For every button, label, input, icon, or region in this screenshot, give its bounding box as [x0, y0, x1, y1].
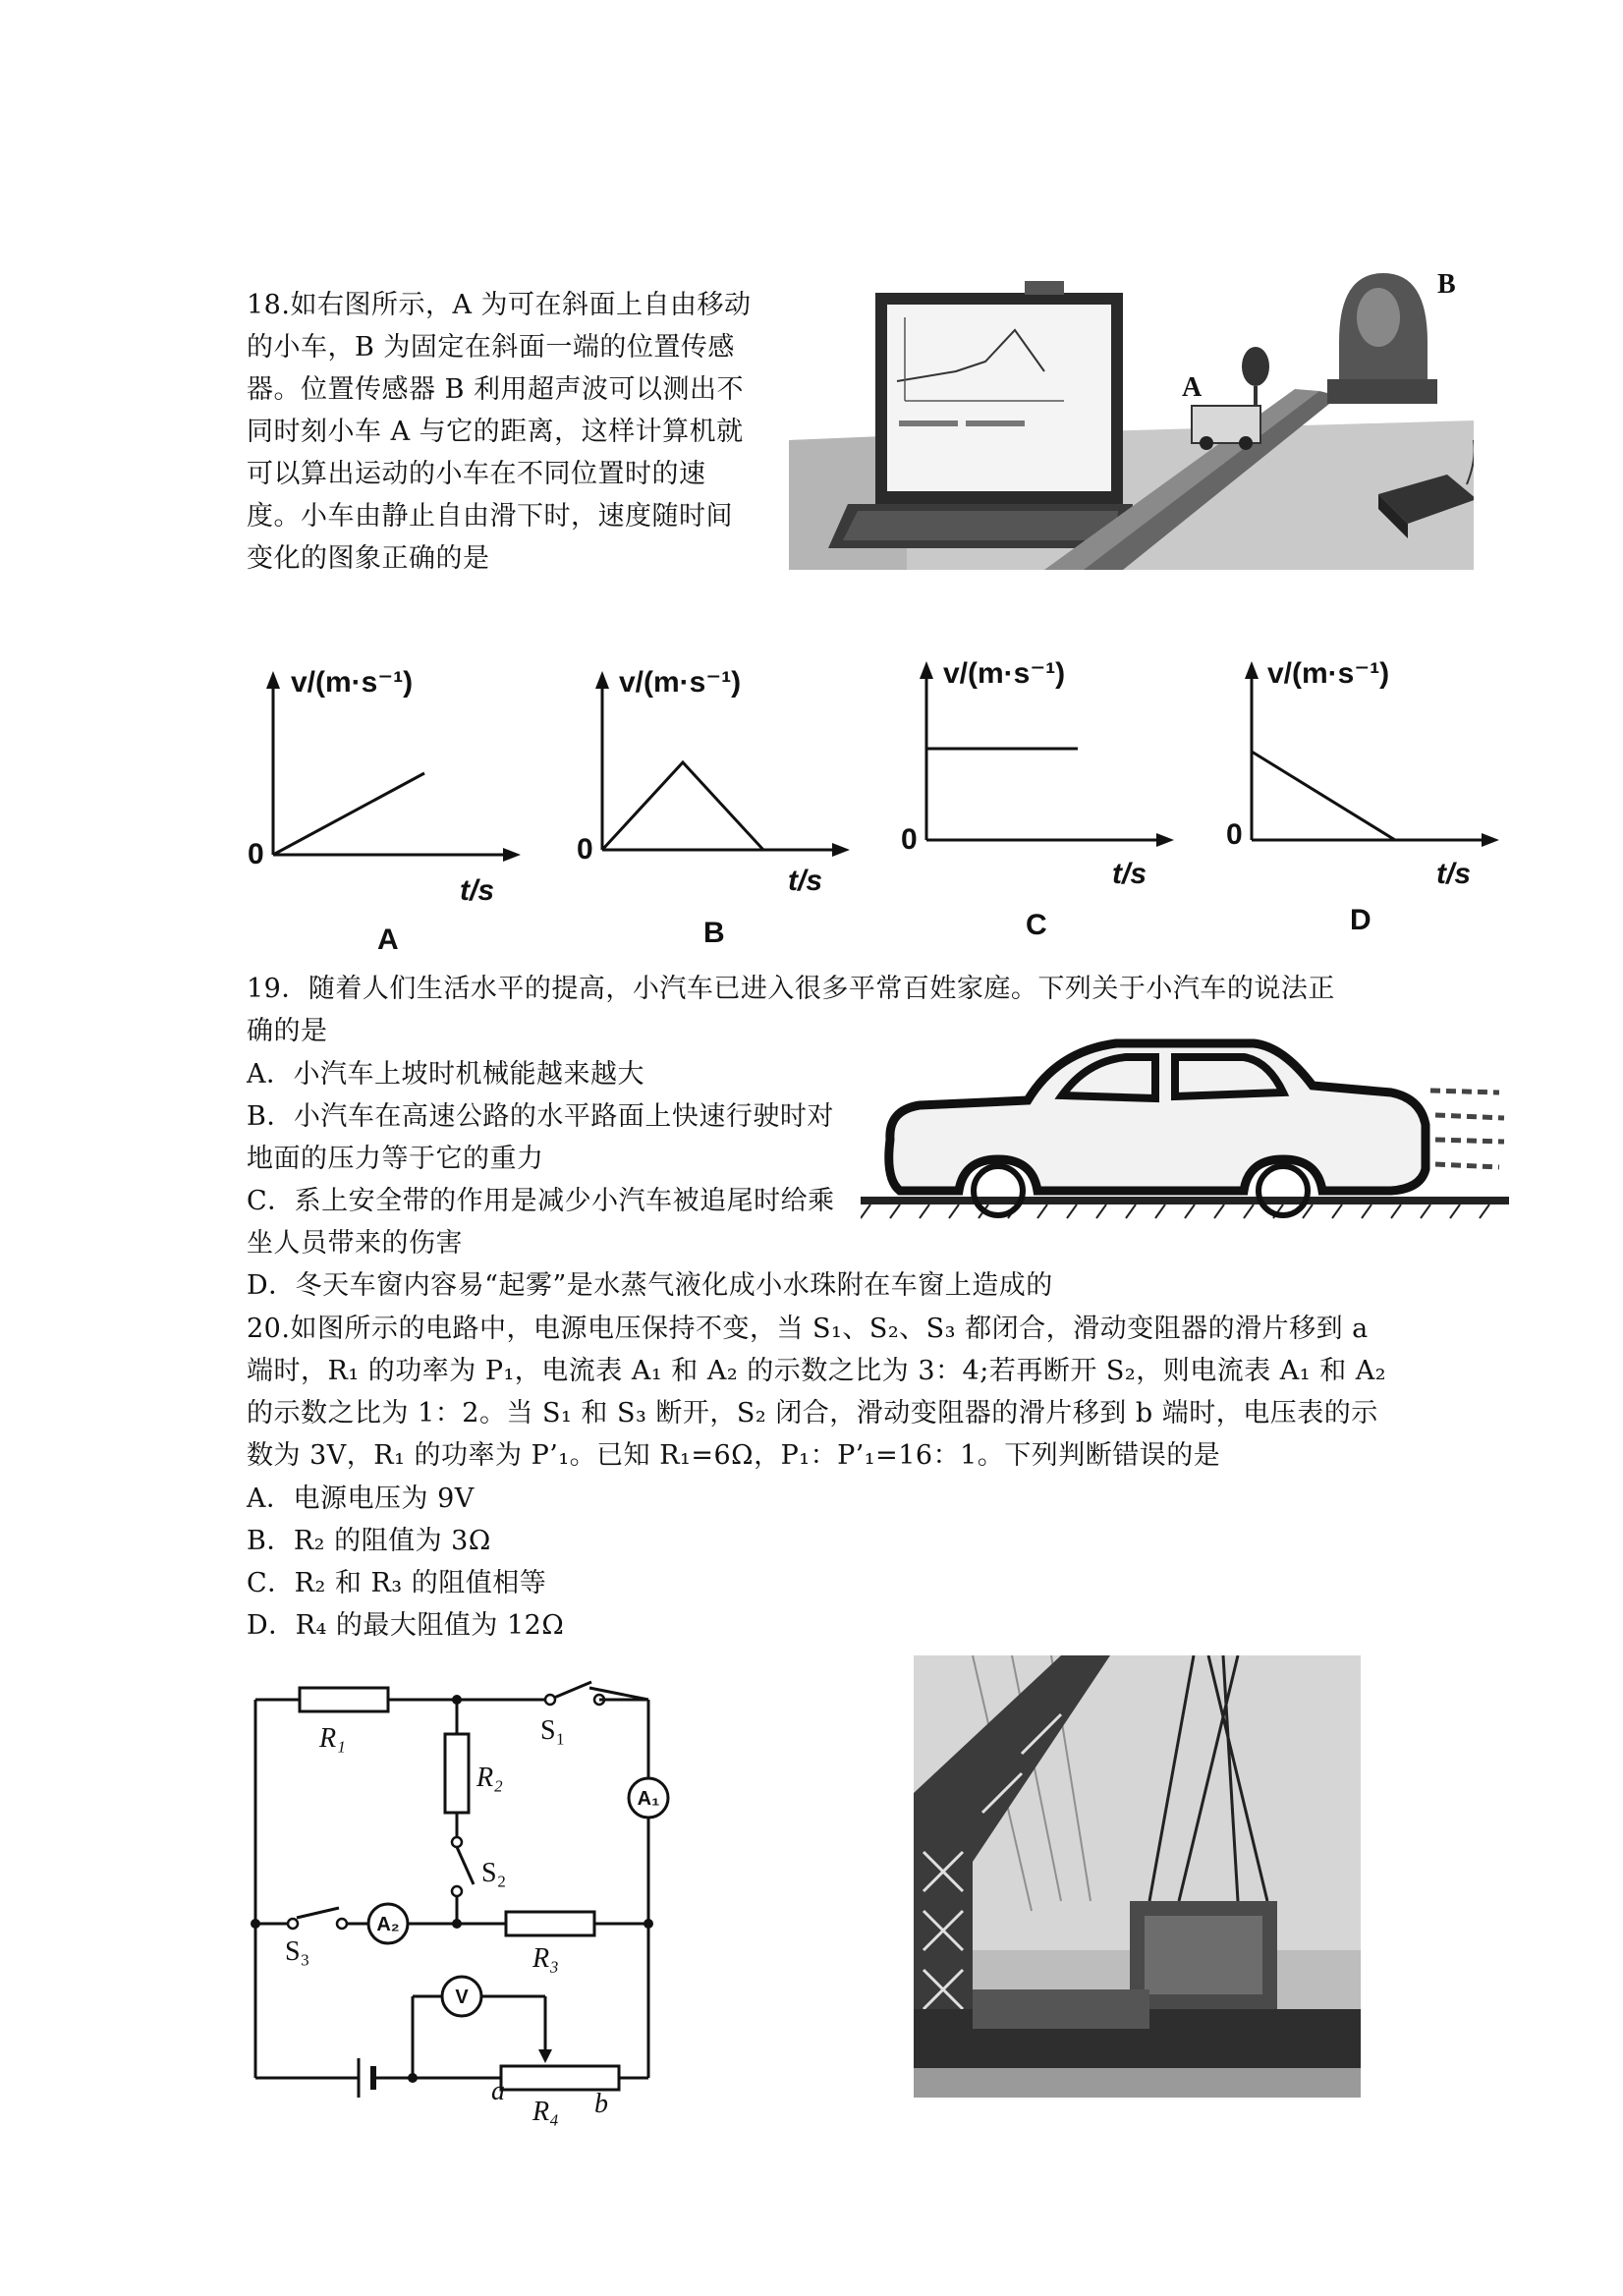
- q18-line-3: 器。位置传感器 B 利用超声波可以测出不: [247, 374, 745, 405]
- q20-option-d: D．R₄ 的最大阻值为 12Ω: [247, 1610, 565, 1641]
- q20-line-3: 的示数之比为 1：2。当 S₁ 和 S₃ 断开，S₂ 闭合，滑动变阻器的滑片移到 b 端时，电压表的示: [247, 1398, 1378, 1428]
- graph-b-origin: 0: [577, 833, 593, 866]
- graph-b-xlabel: t/s: [788, 865, 823, 897]
- label-s1: S₁: [540, 1715, 566, 1746]
- car-image: [861, 1032, 1509, 1228]
- ammeter-a2-label: A₂: [376, 1914, 400, 1935]
- q20-line-1: 20.如图所示的电路中，电源电压保持不变，当 S₁、S₂、S₃ 都闭合，滑动变阻器的滑片移到 a: [247, 1314, 1369, 1344]
- graph-a-origin: 0: [248, 838, 264, 870]
- q19-stem-1: 19．随着人们生活水平的提高，小汽车已进入很多平常百姓家庭。下列关于小汽车的说法正: [247, 974, 1335, 1004]
- q20-line-4: 数为 3V，R₁ 的功率为 P’₁。已知 R₁=6Ω，P₁：P’₁=16：1。下列判断错误的是: [247, 1440, 1221, 1471]
- crane-photo: [914, 1655, 1361, 2098]
- graph-d-label: D: [1350, 904, 1371, 936]
- q19-option-a: A．小汽车上坡时机械能越来越大: [247, 1059, 644, 1090]
- label-s2: S₂: [481, 1858, 507, 1888]
- photo-label-a: A: [1182, 372, 1203, 403]
- graph-b-label: B: [703, 917, 725, 949]
- q19-stem-2: 确的是: [247, 1016, 328, 1046]
- q19-option-c-2: 坐人员带来的伤害: [247, 1228, 463, 1259]
- graph-c-label: C: [1026, 909, 1047, 941]
- graph-b-line: [602, 762, 763, 850]
- q18-line-5: 可以算出运动的小车在不同位置时的速: [247, 459, 706, 489]
- label-s3: S₃: [285, 1936, 310, 1967]
- label-r1: R₁: [319, 1723, 346, 1754]
- label-r3: R₃: [532, 1943, 559, 1974]
- q19-option-c-1: C．系上安全带的作用是减少小汽车被追尾时给乘: [247, 1186, 835, 1216]
- q18-line-6: 度。小车由静止自由滑下时，速度随时间: [247, 501, 733, 532]
- graph-c-ylabel: v/(m·s⁻¹): [943, 657, 1066, 690]
- graph-a-ylabel: v/(m·s⁻¹): [291, 666, 414, 699]
- q20-option-a: A．电源电压为 9V: [247, 1484, 475, 1514]
- q18-line-4: 同时刻小车 A 与它的距离，这样计算机就: [247, 417, 744, 447]
- graph-a-line: [273, 773, 424, 855]
- circuit-diagram: [246, 1660, 678, 2132]
- graph-d-xlabel: t/s: [1436, 858, 1472, 890]
- photo-label-b: B: [1437, 269, 1456, 300]
- q20-option-b: B．R₂ 的阻值为 3Ω: [247, 1526, 491, 1556]
- graph-b: [575, 663, 860, 958]
- label-r4: R₄: [532, 2097, 559, 2127]
- q18-line-2: 的小车，B 为固定在斜面一端的位置传感: [247, 332, 735, 363]
- sensor-experiment-photo: [789, 263, 1474, 570]
- q20-line-2: 端时，R₁ 的功率为 P₁，电流表 A₁ 和 A₂ 的示数之比为 3：4;若再断开 S₂，则电流表 A₁ 和 A₂: [247, 1356, 1387, 1386]
- graph-c-xlabel: t/s: [1112, 858, 1147, 890]
- q20-option-c: C．R₂ 和 R₃ 的阻值相等: [247, 1568, 547, 1598]
- q19-option-b-1: B．小汽车在高速公路的水平路面上快速行驶时对: [247, 1101, 834, 1132]
- q18-line-7: 变化的图象正确的是: [247, 543, 490, 574]
- graph-a-label: A: [377, 924, 399, 956]
- graph-a-xlabel: t/s: [460, 874, 495, 907]
- label-r2: R₂: [476, 1763, 503, 1793]
- graph-d-origin: 0: [1226, 818, 1243, 851]
- graph-d-ylabel: v/(m·s⁻¹): [1267, 657, 1390, 690]
- graph-c: [899, 653, 1184, 948]
- q19-option-b-2: 地面的压力等于它的重力: [247, 1144, 544, 1174]
- graph-d-line: [1252, 752, 1395, 840]
- q19-option-d: D．冬天车窗内容易“起雾”是水蒸气液化成小水珠附在车窗上造成的: [247, 1270, 1053, 1301]
- graph-a: [246, 663, 531, 958]
- label-a: a: [491, 2076, 505, 2106]
- label-b: b: [594, 2089, 608, 2119]
- graph-c-origin: 0: [901, 823, 918, 856]
- q18-line-1: 18.如右图所示，A 为可在斜面上自由移动: [247, 290, 752, 320]
- ammeter-a1-label: A₁: [637, 1788, 660, 1810]
- voltmeter-label: V: [455, 1987, 469, 2008]
- graph-b-ylabel: v/(m·s⁻¹): [619, 666, 742, 699]
